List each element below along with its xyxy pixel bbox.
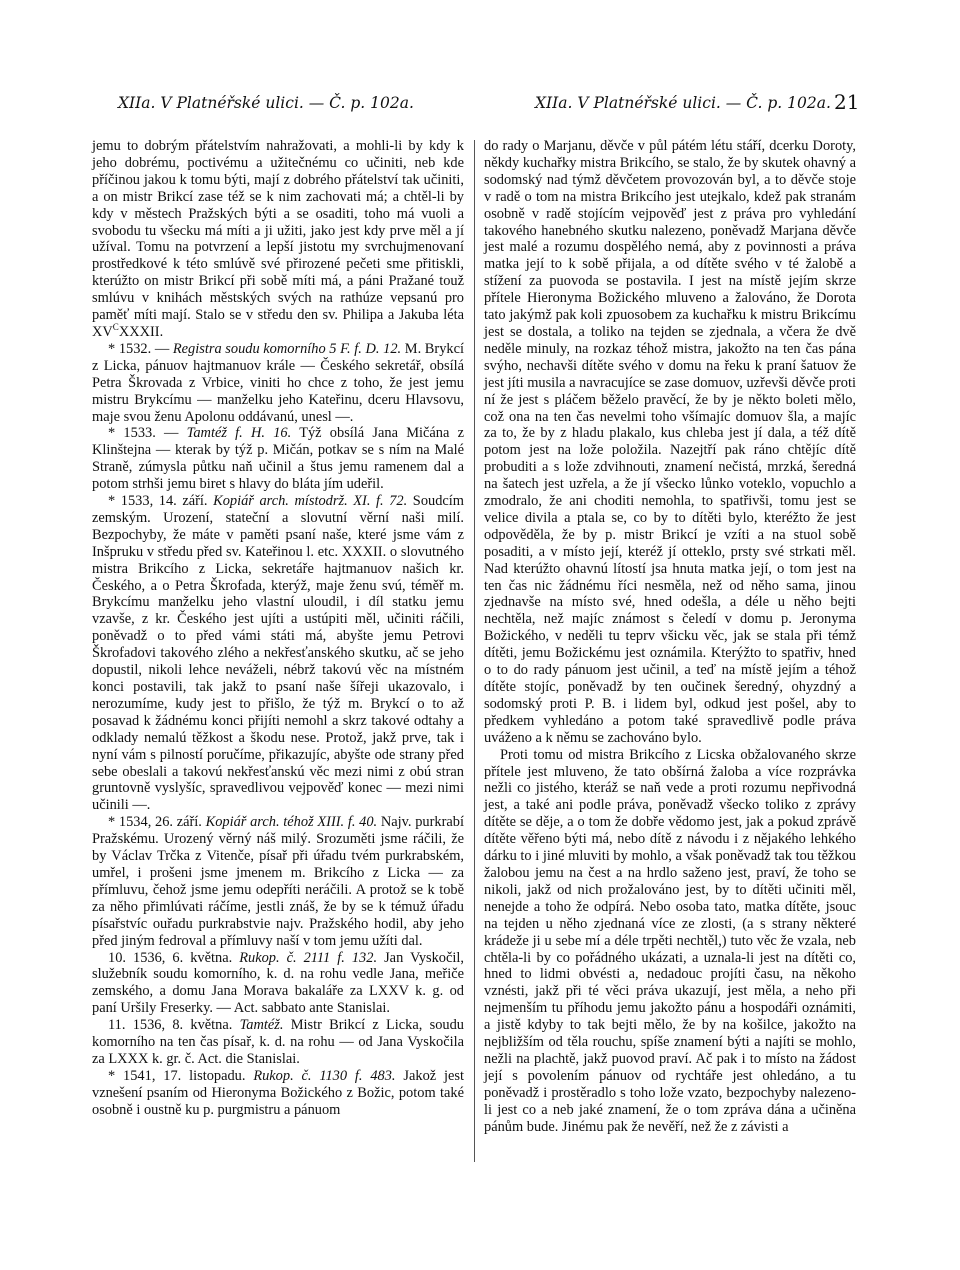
left-running-head: XIIa. V Platnéřské ulici. — Č. p. 102a. [118, 94, 414, 112]
right-running-head: XIIa. V Platnéřské ulici. — Č. p. 102a. [535, 94, 831, 112]
entry-1532: * 1532. — Registra soudu komorního 5 F. f. D. 12. M. Brykcí z Licka, pánuov hajtmanuov krále — Českého sekretář, obsílá Petra Škrovada z Vrbice, viniti ho chce z toho, že jest jemu mistru Brykcímu — manželku jeho Kateřinu, dceru Hlavsovu, maje svou ženu Apolonu oddávanú, unesl —. [92, 340, 464, 425]
entry-1534: * 1534, 26. září. Kopiář arch. téhož XIII. f. 40. Najv. purkrabí Pražskému. Urozený věrný náš milý. Srozuměti jsme ráčili, že by Václav Trčka z Vitenče, písař při úřadu tvém purkrabském, umřel, i prošeni jsme jmenem m. Brikcího z Licka — za přímluvu, čehož jsme jemu odepříti neráčili. A protož se k tobě za něho přimlúvati ráčíme, jestli znáš, že by se k témuž úřadu písařstvíc ouřadu purkrabstvie najv. Pražského hodil, aby jeho před jiným fedroval a přímluvy naší v tom jemu užíti dal. [92, 814, 464, 949]
page-number: 21 [834, 90, 860, 114]
entry-1533-september: * 1533, 14. září. Kopiář arch. místodrž. XI. f. 72. Soudcím zemským. Urození, stateční a slovutní věrní naši milí. Bezpochyby, že máte v paměti psaní naše, které jsme vám z Inšpruku v středu před sv. Kateřinou l. etc. XXXII. o slovutného mistra Brikcího z Licka, sekretáře hajtmanuov našich kr. Českého, a o Petra Škrofada, kterýž, maje ženu svú, téměř m. Brykcímu manželku jeho vlastní uloudil, i díl statku jemu vzavše, z kr. Českého jest ujíti a ustúpiti měl, učiniti ráčili, poněvadž o to před vámi státi má, abyšte jemu Petrovi Škrofadovi takového zlého a nekřesťanského skutku, ač se jeho dopustil, nikoli lehce neváželi, nébrž takovú věc na místném konci postavili, tak jakž to psaní naše šířeji ukazovalo, i nerozumíme, kudy jest to přišlo, že týž m. Brykcí o to až posavad k žádnému konci přijíti nemohl a skrz takové odtahy a odklady nemalú těžkost a škodu nese. Protož, jakž prve, tak i nyní vám s pilností poručíme, přikazujíc, abyšte ode strany před sebe obeslali a takovú nekřesťanskú věc mezi nimi z obú stran gruntovně vyslyšíc, spravedlivou vejpověď konec — mezi nimi učinili —. [92, 493, 464, 814]
paragraph-defense: Proti tomu od mistra Brikcího z Licska obžalovaného skrze přítele jest mluveno, že tato obšírná žaloba a více rozprávka nežli co jistého, kteráž se naň vede a proti rozumu nepřivodná jest, a také ani podle práva, poněvadž všecko toliko z zprávy dítěte se děje, a o tom že dobře vědomo jest, jak a pokud zprávě dítěte věřeno býti má, nebo dítě z návodu i z nějakého lehkého dárku to i jiné mluviti by mohlo, a však poněvadž tak tou těžkou žalobou jemu na čest a na hrdlo saženo jest, praví, že toho se nikoli, jakž od nich prožalováno jest, by to dítěti učiniti měl, nenejde a toho že odpírá. Nebo osoba tato, matka dítěte, jsouc na tejden u něho zjednaná více ze zlosti, (a s strany některé krádeže ji u sebe mí a déle trpěti nechtěl,) tuto věc že vzala, neb chtěla-li by co pořádného ukázati, a uznala-li jest na dítěti co, hned to lidmi obvésti a, nedadouc projíti času, na někoho vznésti, jakž při té věci práva ukazují, jest měla, a neho při nejmenším tu příhodu jemu jakožto pánu a hospodáři oznámiti, a jistě kdyby to tak bejti mělo, že by na košilce, jakožto na nejbližším od těla rouchu, spíše znamení býti a najíti se mohlo, nežli na plachtě, jakž puovod praví. Ač pak i to místo na žádost její s povolením pánuov od rychtáře jest ohledáno, a tu poněvadž i prostěradlo s toho lože vzato, bezpochyby nalezeno-li jest co a neb jaké znamení, že o tom zpráva dána a učiněna pánům bude. Jinému pak že nevěří, než že z závisti a [484, 746, 856, 1135]
paragraph-contract-end: jemu to dobrým přátelstvím nahražovati, a mohli-li by kdy k jeho dobrému, poctivému a užitečnému co učiniti, neb kde příčinou jakou k tomu býti, mají z dobrého přátelství tak učiniti, a on mistr Brikcí zase též se k nim zachovati má; a chtěl-li by kdy v městech Pražských býti a se osaditi, toho má vuoli a svobodu tu všecku má míti a ji užiti, jako jest kdy prve měl a jí užíval. Tomu na potvrzení a lepší jistotu my svrchujmenovaní prostředkové k této smlúvě své přirozené pečeti sme přitiskli, kterúžto on mistr Brikcí při sobě míti má, a páni Pražané touž smlúvu v knihách městských svých na rathúze vepsanú pro paměť míti mají. Stalo se v středu den sv. Philipa a Jakuba léta $XV^CXXXII$. [92, 138, 464, 340]
left-column [92, 138, 464, 1119]
column-divider [474, 140, 475, 1162]
running-header [0, 90, 960, 124]
entry-10: 10. 1536, 6. května. Rukop. č. 2111 f. 132. Jan Vyskočil, služebník soudu komorního, k. d. na rohu vedle Jana, meřiče zemského, a domu Jana Morava bakaláře za LXXV k. g. od paní Uršily Freserky. — Act. sabbato ante Stanislai. [92, 949, 464, 1017]
paragraph-complaint: do rady o Marjanu, děvče v půl pátém létu stáří, dcerku Doroty, někdy kuchařky mistra Brikcího, se stalo, že by skutek ohavný a sodomský nad týmž děvčetem provozován byl, a to děvče stoje v radě o tom na mistra Brikcího jest utejkalo, kdež pak stranám osobně v radě stojícím vejpověď jest z práva pro vyhledání takového hanebného skutku nalezeno, poněvadž Marjana děvče jest malé a rozumu dospělého nemá, aby z povinnosti a práva matka její to k sobě přijala, a od dítěte svého v té žalobě a stížení za puovoda se postavila. I jest na místě jejím skrze přítele Hieronyma Božického mluveno a žalováno, že Dorota tato jakýmž pak koli zpuosobem za kuchařku k mistru Brikcímu jest se dostala, a toliko na tejden se zjednala, a včera že dvě neděle minuly, na rozkaz téhož mistra, jakožto na ten čas pána svýho, nechavši dítěte svého v domu na řeku k praní šatuov že jest jíti musila a navracujíce se zase domuov, uzřevši děvče proti ní že jest s pláčem běželo pravěcí, že by je někto boleti mělo, což ona na ten čas nevelmi toho všímajíc domuov šla, a majíc za to, že by z hladu plakalo, kus chleba jest jí dala, a též dítě potom jest na lože položila. Nazejtří pak ráno chtějíc dítě probuditi a s lože zdvihnouti, znamení nečistá, mrzká, šeredná na šatech jest uzřela, a že jí všecko lůnko voteklo, vopuchlo a zmodralo, že ani choditi nemohla, to spatřivši, tomu jest se velice divila a ptala se, co by to dítěti bylo, kteréžto že jest odpověděla, že by p. mistr Brikcí je vzíti a na stuol sobě posaditi, a v místo její, kteréž jí otteklo, prsty své strkati měl. Nad kterúžto ohavnú lítostí jsa hnuta matka její, o tom jest na ten čas nic žádnému říci nesměla, než od něho sama, jinou zjednavše na místo své, hned odešla, a déle u něho bejti nechtěla, než majíc známost s čeledí v domu p. Jeronyma Božického, v neděli tu teprv všicku věc, jak se stala při témž dítěti, jemu Božickému jest oznámila. Kterýžto to spatřiv, hned o to do rady pánuom jest učinil, a teď na místě jejím a téhož dítěte stojíc, poněvadž by ten oučinek šeredný, ohyzdný a sodomský proti P. B. i lidem byl, odkud jest pošel, aby to předkem vyhledáno a potom také spravedlivě podle práva uváženo a k němu se zachováno bylo. [484, 138, 856, 746]
entry-1533: * 1533. — Tamtéž f. H. 16. Týž obsílá Jana Mičána z Klinštejna — kterak by týž p. Mičán, potkav se s ním na Malé Straně, zúmysla půtku naň učinil a štus jemu ramenem dal a potom strhši jemu biret s hlavy do bláta jím udeřil. [92, 425, 464, 493]
entry-1541: * 1541, 17. listopadu. Rukop. č. 1130 f. 483. Jakož jest vznešení psaním od Hieronyma Božického z Božic, potom také osobně i oustně ku p. purgmistru a pánuom [92, 1067, 464, 1118]
entry-11: 11. 1536, 8. května. Tamtéž. Mistr Brikcí z Licka, soudu komorního na ten čas písař, k. d. na rohu — od Jana Vyskočila za LXXX k. gr. č. Act. die Stanislai. [92, 1017, 464, 1067]
right-column [484, 138, 856, 1135]
